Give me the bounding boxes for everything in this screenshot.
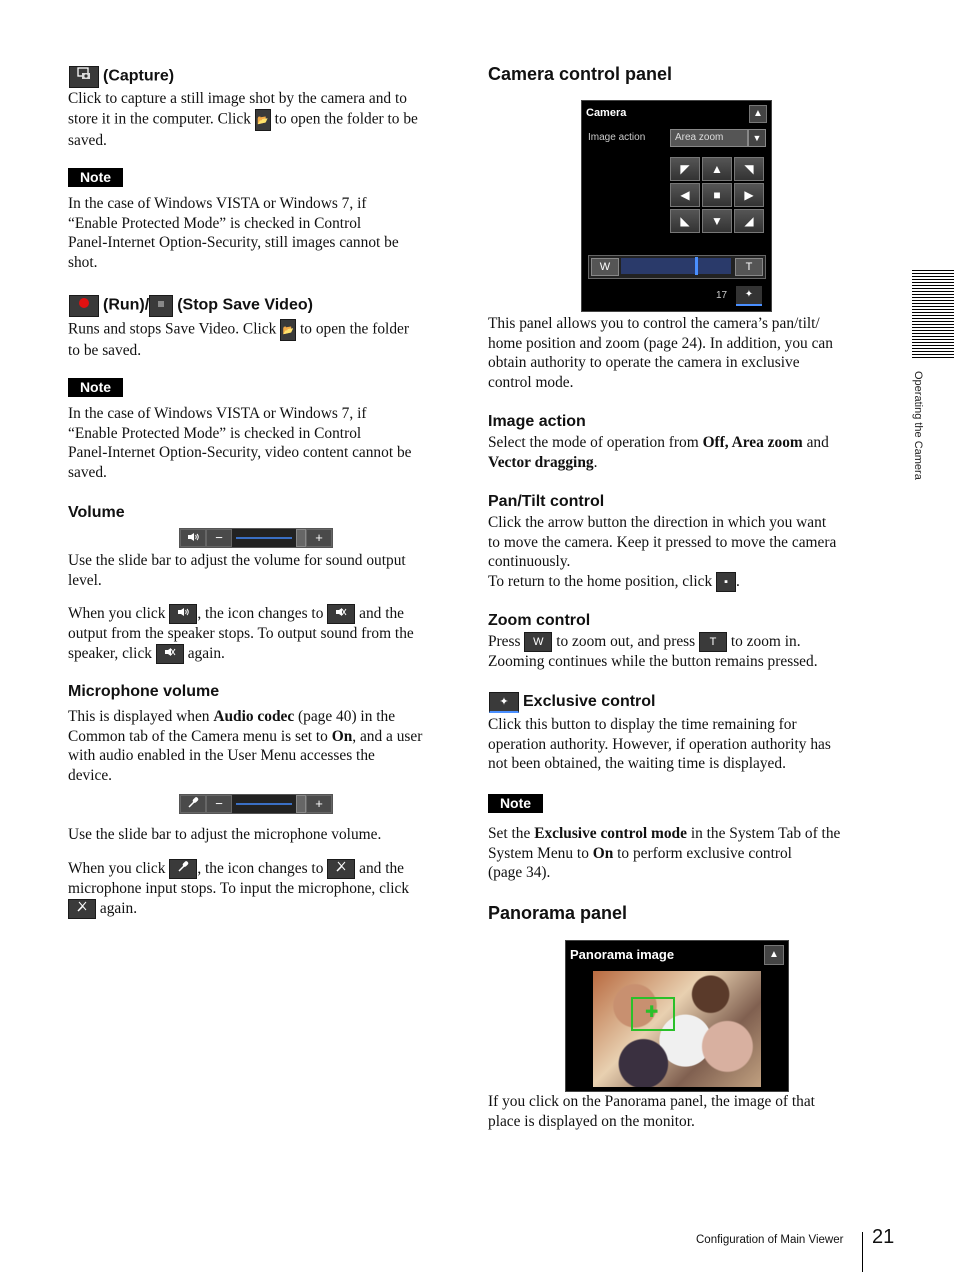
note-badge: Note xyxy=(68,168,123,187)
exclusive-control-text: Click this button to display the time remaining for operation authority. However, if operation authority has not been obtained, the waiting time is displayed. xyxy=(488,716,831,772)
home-icon[interactable]: ▪ xyxy=(716,572,736,592)
panorama-panel-heading: Panorama panel xyxy=(488,903,628,923)
note-badge: Note xyxy=(488,794,543,813)
run-title: (Run)/ xyxy=(103,296,150,314)
collapse-icon[interactable]: ▲ xyxy=(764,945,784,965)
note-text-video: In the case of Windows VISTA or Windows 7, if “Enable Protected Mode” is checked in Control Panel-Internet Option-Security, video content cannot be saved. xyxy=(68,405,412,481)
record-icon[interactable] xyxy=(69,295,99,317)
speaker-mute-icon[interactable] xyxy=(327,604,355,624)
microphone-up-button[interactable]: + xyxy=(306,795,332,813)
image-action-select[interactable]: Area zoom xyxy=(670,129,748,147)
panorama-selection-frame[interactable] xyxy=(631,997,675,1031)
side-tab xyxy=(911,372,925,502)
volume-click-text: When you click , the icon changes to and the output from the speaker stops. To output sound from the speaker, click again. xyxy=(68,604,414,664)
side-tab-stripes xyxy=(912,270,954,360)
microphone-track[interactable] xyxy=(236,803,292,805)
microphone-slider[interactable] xyxy=(179,794,333,814)
volume-heading: Volume xyxy=(68,504,125,521)
pan-up-left-button[interactable]: ◤ xyxy=(670,157,700,181)
image-action-text: Select the mode of operation from Off, Area zoom and Vector dragging. xyxy=(488,434,829,471)
exclusive-timer: 17 xyxy=(716,290,728,301)
tilt-down-button[interactable]: ▼ xyxy=(702,209,732,233)
microphone-thumb[interactable] xyxy=(296,795,306,813)
zoom-thumb[interactable] xyxy=(695,257,698,275)
image-action-label: Image action xyxy=(588,132,646,143)
microphone-click-text: When you click , the icon changes to and the microphone input stops. To input the microphone, click again. xyxy=(68,859,409,919)
exclusive-control-icon[interactable]: ✦ xyxy=(489,692,519,713)
capture-text: Click to capture a still image shot by the camera and to store it in the computer. Click 📂 to open the folder to be saved. xyxy=(68,90,418,149)
zoom-out-icon[interactable]: W xyxy=(524,632,552,652)
pan-tilt-heading: Pan/Tilt control xyxy=(488,493,605,510)
volume-down-button[interactable]: − xyxy=(206,529,232,547)
folder-icon[interactable]: 📂 xyxy=(280,319,296,341)
run-stop-heading xyxy=(69,295,313,317)
tilt-up-button[interactable]: ▲ xyxy=(702,157,732,181)
pan-left-button[interactable]: ◀ xyxy=(670,183,700,207)
chevron-down-icon[interactable]: ▼ xyxy=(748,129,766,147)
zoom-in-button[interactable]: T xyxy=(735,258,763,276)
microphone-down-button[interactable]: − xyxy=(206,795,232,813)
zoom-control-text: Press W to zoom out, and press T to zoom in. Zooming continues while the button remains pressed. xyxy=(488,633,818,671)
camera-control-panel-heading: Camera control panel xyxy=(488,64,673,84)
stop-save-video-title: (Stop Save Video) xyxy=(177,296,313,314)
volume-thumb[interactable] xyxy=(296,529,306,547)
capture-heading xyxy=(69,66,174,88)
exclusive-control-icon[interactable]: ✦ xyxy=(736,286,762,306)
zoom-in-icon[interactable]: T xyxy=(699,632,727,652)
speaker-mute-icon[interactable] xyxy=(156,644,184,664)
note-text-exclusive: Set the Exclusive control mode in the System Tab of the System Menu to On to perform exclusive control (page 34). xyxy=(488,825,841,881)
volume-slider[interactable] xyxy=(179,528,333,548)
speaker-icon[interactable] xyxy=(169,604,197,624)
zoom-out-button[interactable]: W xyxy=(591,258,619,276)
exclusive-control-heading: ✦ Exclusive control xyxy=(489,692,656,713)
microphone-mute-icon[interactable] xyxy=(327,859,355,879)
microphone-text: This is displayed when Audio codec (page 40) in the Common tab of the Camera menu is set to On, and a user with audio enabled in the User Menu accesses the device. xyxy=(68,708,423,784)
zoom-track[interactable] xyxy=(621,258,731,274)
zoom-bar[interactable] xyxy=(588,255,766,279)
pan-tilt-pad xyxy=(670,157,764,233)
microphone-icon[interactable] xyxy=(169,859,197,879)
microphone-slide-text: Use the slide bar to adjust the microphone volume. xyxy=(68,826,382,843)
volume-up-button[interactable]: + xyxy=(306,529,332,547)
stop-icon[interactable] xyxy=(149,295,173,317)
run-text: Runs and stops Save Video. Click 📂 to open the folder to be saved. xyxy=(68,320,409,359)
footer-divider xyxy=(862,1232,863,1272)
panorama-panel-title: Panorama image xyxy=(570,947,675,962)
panorama-panel xyxy=(565,940,789,1092)
pan-down-right-button[interactable]: ◢ xyxy=(734,209,764,233)
capture-title: (Capture) xyxy=(103,67,175,85)
folder-icon[interactable]: 📂 xyxy=(255,109,271,131)
pan-down-left-button[interactable]: ◣ xyxy=(670,209,700,233)
note-badge: Note xyxy=(68,378,123,397)
camera-panel-title: Camera xyxy=(586,107,627,119)
camera-control-panel xyxy=(581,100,772,312)
page-number: 21 xyxy=(872,1226,895,1248)
side-tab-label: Operating the Camera xyxy=(912,371,924,480)
pan-up-right-button[interactable]: ◥ xyxy=(734,157,764,181)
note-text-capture: In the case of Windows VISTA or Windows 7, if “Enable Protected Mode” is checked in Control Panel-Internet Option-Security, still images cannot be shot. xyxy=(68,195,399,271)
volume-track[interactable] xyxy=(236,537,292,539)
volume-text: Use the slide bar to adjust the volume for sound output level. xyxy=(68,552,406,589)
capture-icon[interactable] xyxy=(69,66,99,88)
crosshair-icon: ✚ xyxy=(645,1002,659,1021)
zoom-control-heading: Zoom control xyxy=(488,612,591,629)
panorama-image[interactable] xyxy=(593,971,761,1087)
image-action-heading: Image action xyxy=(488,413,586,430)
pan-tilt-text: Click the arrow button the direction in which you want to move the camera. Keep it pressed to move the camera continuously. To return to the home position, click ▪ . xyxy=(488,513,836,592)
speaker-icon[interactable] xyxy=(180,529,206,547)
microphone-volume-heading: Microphone volume xyxy=(68,683,220,700)
footer-section: Configuration of Main Viewer xyxy=(696,1234,844,1246)
home-button[interactable]: ■ xyxy=(702,183,732,207)
camera-control-text: This panel allows you to control the camera’s pan/tilt/ home position and zoom (page 24). In addition, you can obtain authority to operate the camera in exclusive control mode. xyxy=(488,315,833,391)
panorama-text: If you click on the Panorama panel, the image of that place is displayed on the monitor. xyxy=(488,1093,815,1130)
microphone-icon[interactable] xyxy=(180,795,206,813)
microphone-mute-icon[interactable] xyxy=(68,899,96,919)
collapse-icon[interactable]: ▲ xyxy=(749,105,767,123)
pan-right-button[interactable]: ▶ xyxy=(734,183,764,207)
